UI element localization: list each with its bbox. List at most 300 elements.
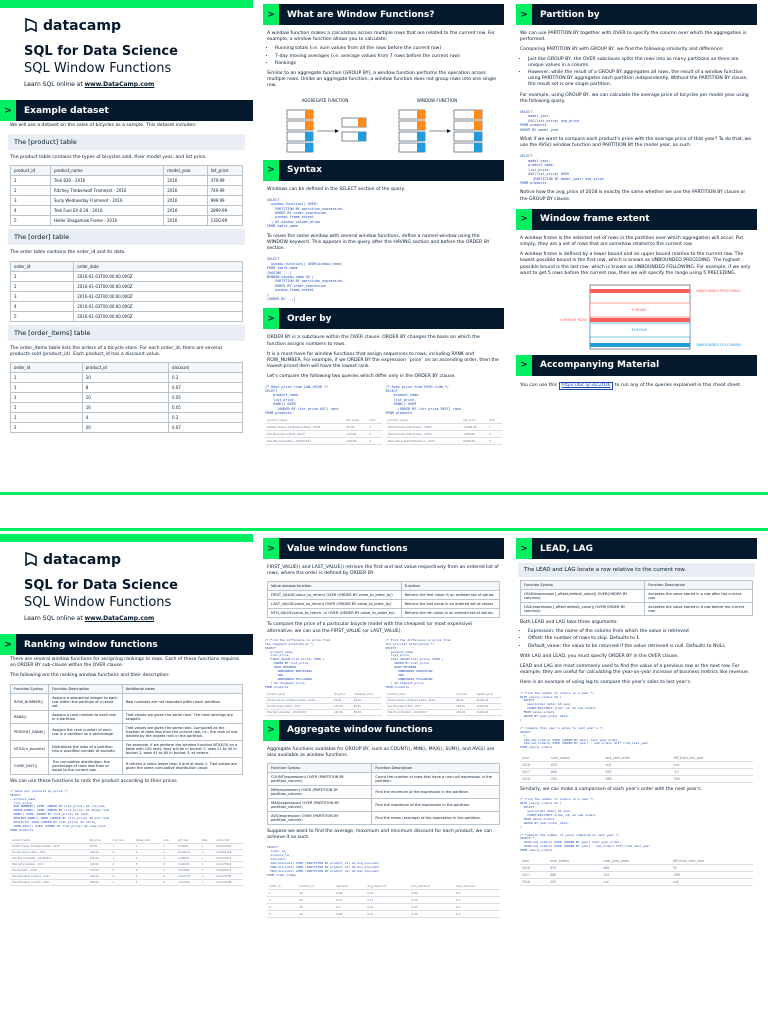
table-header-row <box>268 582 500 591</box>
partition-p1: We can use PARTITION BY together with OVER to specify the column over which the aggregation is performed. <box>520 31 747 43</box>
table-header-cell: year <box>520 858 548 865</box>
table-cell: product_name <box>265 692 332 698</box>
table-cell: 2 <box>161 849 175 855</box>
table-cell: 2017 <box>520 872 548 879</box>
separator-line-bottom <box>0 528 768 531</box>
list-item: • Just like GROUP BY, the OVER subclause splits the rows into as many partitions as there are unique values in a column. <box>528 57 753 69</box>
section-title: Order by <box>287 313 332 324</box>
table-cell: null <box>603 762 671 769</box>
table-cell: 0.003115 <box>176 849 200 855</box>
section-header-value-window <box>263 538 504 559</box>
table-cell: RANK() <box>11 710 49 723</box>
table-cell: 0.2 <box>334 903 365 910</box>
chevron-right-icon: > <box>516 538 532 559</box>
section-header-partition-by <box>516 4 757 25</box>
section-header-window-frame-extent <box>516 209 757 230</box>
hero-learn-line <box>24 615 237 622</box>
section-header-order-by <box>263 308 504 329</box>
list-item: • However, while the result of a GROUP BY aggregates all rows, the result of a window function using PARTITION BY aggregates each partition independently. Without the PARTITION BY clause, the result set is one single partition. <box>528 70 753 89</box>
table-cell: 0.11 <box>365 889 409 896</box>
table-cell: 20 <box>297 889 334 896</box>
table-header-cell: Function Syntax <box>11 684 49 693</box>
table-cell: AVG(expression) OVER (PARTITION BY partition_column) <box>268 812 372 825</box>
table-cell: Trek Fuel EX 8 29 - 2016 <box>50 206 163 216</box>
frame-label-unbounded-following: UNBOUNDED FOLLOWING <box>696 342 742 347</box>
page2-column-3 <box>510 534 763 1024</box>
table-header-cell: num_orders <box>548 858 601 865</box>
table-cell: Trek Silque SLR 8 Women's - 2017 <box>386 438 462 445</box>
section-title: LEAD, LAG <box>540 543 593 554</box>
table-header-row <box>11 166 243 176</box>
table-cell: 635 <box>603 769 671 776</box>
table-cell: 1 <box>11 403 83 413</box>
table-cell: 3 <box>134 855 162 861</box>
table-cell: 89.99 <box>454 697 474 703</box>
table-cell: 109.99 <box>88 849 111 855</box>
table-row <box>268 600 500 609</box>
table-cell: Row numbers are not repeated within each partition. <box>122 693 242 710</box>
section-header-aggregate-window <box>263 720 504 741</box>
table-cell: 7499.99 <box>461 431 487 438</box>
table-cell: Heller Shagamaw Frame - 2016 <box>50 216 163 226</box>
table-cell: 2016 <box>520 762 549 769</box>
table-cell: 2 <box>111 849 134 855</box>
order-table <box>10 261 243 322</box>
table-cell: 11999.99 <box>474 697 502 703</box>
table-row <box>11 383 243 393</box>
list-item: • Offset: the number of rows to skip. Defaults to 1. <box>528 636 753 642</box>
page1-column-1 <box>0 0 253 490</box>
table-row <box>386 709 503 715</box>
frame-label-n-rows: N ROWS <box>632 307 647 312</box>
table-header-cell: discount <box>334 883 365 890</box>
table-header-cell: discount <box>169 363 243 373</box>
table-cell: 1 <box>267 896 297 903</box>
value-result-left <box>265 692 382 716</box>
table-cell: 6 <box>161 879 175 885</box>
table-row <box>267 903 500 910</box>
table-header-cell: order_id <box>11 363 83 373</box>
table-cell: 0.2 <box>169 373 243 383</box>
table-cell: Trek Precaliber 12 Boys - 2017 <box>10 873 88 879</box>
table-header-cell: model_year <box>164 166 207 176</box>
table-row <box>11 311 243 321</box>
table-cell: 4 <box>82 413 168 423</box>
frame-label-unbounded-preceding: UNBOUNDED PRECEDING <box>696 288 741 293</box>
leadlag-p2: With LAG and LEAD, you must specify ORDER BY in the OVER clause. <box>520 653 679 659</box>
accompanying-text <box>510 380 763 392</box>
table-cell: 0.07 <box>334 896 365 903</box>
table-header-cell: Function Syntax <box>268 764 372 773</box>
table-cell: Assigns a sequential integer to each row within the partition of a result set. <box>49 693 123 710</box>
ranking-p3: We can use these functions to rank the product according to their prices. <box>10 778 179 784</box>
aggregate-p1: Aggregate functions available for GROUP BY, such as COUNT(), MIN(), MAX(), SUM(), and AVG() are also available as window functions. <box>267 746 495 758</box>
table-cell: 3 <box>161 861 175 867</box>
table-cell: Trek Girl's Kickster - 2017 <box>10 861 88 867</box>
table-row <box>11 413 243 423</box>
table-header-cell: year <box>520 755 549 762</box>
table-cell: 2016-01-03T00:00:00.000Z <box>74 311 243 321</box>
table-row <box>11 176 243 186</box>
section-title: Aggregate window functions <box>287 725 433 736</box>
table-cell: Distributes the rows of a partition into a specified number of buckets. <box>49 740 123 757</box>
order-items-desc: The order_items table lists the orders of a bicycle store. For each order_id, there are several products sold (product_id). Each product_id has a discount value. <box>10 345 222 357</box>
aggregate-code: SELECT order_id, product_id, discount, AVG(discount) OVER (PARTITION BY product_id) AS avg_discount, MIN(discount) OVER (PARTITION BY product_id) AS min_discount, MAX(discount) OVER (PARTITION BY product_id) AS max_discount FROM order_items <box>267 845 381 877</box>
table-cell: Returns the last value in an ordered set of values <box>401 600 499 609</box>
table-cell: Assigns the rank number of each row in a partition as a percentage. <box>49 723 123 740</box>
hero-subtitle: SQL Window Functions <box>24 61 172 76</box>
table-cell: 1 <box>200 879 214 885</box>
accompanying-suffix: to run any of the queries explained in this cheat sheet. <box>613 382 742 388</box>
chevron-right-icon: > <box>263 538 279 559</box>
table-cell: Trek Domane SLR 9 Disc - 2018 <box>386 424 462 431</box>
chevron-right-icon: > <box>0 100 16 121</box>
table-cell: 2016-01-01T00:00:00.000Z <box>74 281 243 291</box>
table-cell: 189.99 <box>88 873 111 879</box>
table-cell: 292 <box>601 872 670 879</box>
table-cell: 1 <box>200 843 214 849</box>
table-cell: 5 <box>11 216 51 226</box>
table-cell: 89.99 <box>352 697 382 703</box>
list-item: • Expression: the name of the column from which the value is retrieved <box>528 629 753 635</box>
leadlag-p3: LEAD and LAG are most commonly used to find the value of a previous row or the next row. For example, they are useful for calculating the year-on-year increase of business metrics like revenue. <box>520 664 750 676</box>
table-cell: Ritchey Timberwolf Frameset - 2016 <box>50 186 163 196</box>
table-cell: 2018 <box>520 879 548 886</box>
table-cell: Trek 820 - 2016 <box>50 176 163 186</box>
table-cell: 1 <box>111 843 134 849</box>
table-cell: Sun Bicycles Lil Bolt - 2017 <box>10 849 88 855</box>
table-cell: 189.99 <box>88 879 111 885</box>
table-header-cell: order_id <box>11 261 74 271</box>
table-cell: 11999.99 <box>474 703 502 709</box>
table-cell: 0.00000 <box>176 843 200 849</box>
table-row <box>11 403 243 413</box>
table-cell: 109.99 <box>332 703 352 709</box>
table-cell: NTH_VALUE(value_to_return, n) OVER (ORDER BY value_to_order_by) <box>268 609 402 618</box>
table-cell: 0.05 <box>169 393 243 403</box>
table-cell: 6 <box>111 873 134 879</box>
table-cell: 1320.99 <box>207 216 242 226</box>
table-header-cell: product_id <box>297 883 334 890</box>
value-p1: FIRST_VALUE() and LAST_VALUE() retrieve the first and last value respectively from an ordered list of rows, where the order is defined by ORDER BY. <box>267 565 499 577</box>
table-cell: Returns the nth value in an ordered set of values. <box>401 609 499 618</box>
table-row <box>265 438 382 445</box>
list-item: • Rankings <box>275 61 500 67</box>
table-cell: 2016-01-02T00:00:00.000Z <box>74 291 243 301</box>
table-row <box>386 438 503 445</box>
table-cell: 1 <box>367 424 381 431</box>
ranking-result-table <box>10 838 243 886</box>
table-row <box>265 709 382 715</box>
table-cell: 999.99 <box>207 196 242 206</box>
table-cell: LEAD(expression [,offset,default_value]) OVER(ORDER BY columns) <box>521 590 645 603</box>
page2-column-2 <box>257 534 510 1024</box>
table-cell: NTILE(n_buckets) <box>11 740 49 757</box>
leadlag-code-1: /* Find the number of orders in a year */ WITH yearly_orders AS ( SELECT year(order_date) AS year, COUNT(DISTINCT order_id) AS num_orders FROM sales.orders GROUP BY year(order_date) ) /* Compare this year's sales to last year's */ SELECT *, LAG(num_orders) OVER (ORDER BY year) last_year_order, LAG(num_orders) OVER (ORDER BY year) - num_orders diff_from_last_year FROM yearly_orders <box>520 690 649 750</box>
table-cell: LAG(expression [,offset,default_value]) OVER(ORDER BY columns) <box>521 603 645 616</box>
table-cell: 20 <box>297 910 334 917</box>
table-cell: COUNT(expression) OVER (PARTITION BY partition_column) <box>268 773 372 786</box>
partition-code-1: SELECT model_year, AVG(list_price) avg_price FROM products GROUP BY model_year <box>520 110 580 132</box>
syntax-p2: To reuse the same window with several window functions, define a named window using the WINDOW keyword. This appears in the query after the HAVING section and before the ORDER BY section. <box>267 233 490 252</box>
table-cell: 635 <box>549 762 604 769</box>
aggregate-vs-window-diagram <box>267 96 500 156</box>
table-cell: Trek Boy's Kickster - 2015/2017 <box>10 855 88 861</box>
table-row <box>521 603 753 616</box>
table-cell: 2016-01-03T00:00:00.000Z <box>74 301 243 311</box>
table-cell: rank <box>161 838 175 844</box>
table-cell: rank <box>367 417 381 424</box>
table-cell: 292 <box>549 776 604 783</box>
orderby-result-left <box>265 417 382 445</box>
page1-column-2 <box>257 0 510 490</box>
window-label: WINDOW FUNCTION <box>416 97 458 103</box>
table-cell: 688 <box>549 769 604 776</box>
table-cell: Strider Classic 12 Balance Bike - 2018 <box>265 424 344 431</box>
table-cell: Assigns a rank number to each row in a partition. <box>49 710 123 723</box>
partition-bullets <box>510 56 763 91</box>
table-cell: 20 <box>297 903 334 910</box>
table-cell: 6499.99 <box>461 438 487 445</box>
table-row <box>11 393 243 403</box>
table-cell: Find the mean (average) of the expression in the partition. <box>372 812 500 825</box>
table-cell: 2016 <box>164 186 207 196</box>
value-code-left: /* Find the difference in price from the cheapest alternative */ SELECT product_name, list_price, FIRST_VALUE(list_price) OVER ( ORDER BY list_price ROWS BETWEEN UNBOUNDED PRECEDING AND UNBOUNDED FOLLOWING ) AS cheapest_price, FROM products <box>265 637 331 689</box>
orderby-code-right: /* Rank price from HIGH->LOW */ SELECT product_name, list_price, RANK() OVER (ORDER BY list_price DESC) rank FROM products <box>385 384 462 415</box>
table-cell: 0.02173913 <box>214 861 243 867</box>
table-cell: 89.99 <box>88 843 111 849</box>
table-header-cell: Function Description <box>645 581 753 590</box>
chevron-right-icon: > <box>0 634 16 655</box>
table-cell: 1 <box>267 889 297 896</box>
table-cell: It returns a value larger than 0 and at most 1. Tied values are given the same cumulative distribution value. <box>122 757 242 774</box>
table-cell: null <box>671 879 753 886</box>
table-row <box>11 740 243 757</box>
table-cell: 0.02173913 <box>214 855 243 861</box>
table-cell: Strider Classic 12 Balance Bike - 2018 <box>265 697 332 703</box>
table-row <box>268 812 500 825</box>
orderby-p1: ORDER BY is a subclause within the OVER clause. ORDER BY changes the basis on which the function assigns numbers to rows. <box>267 335 480 347</box>
datacamp-link[interactable]: www.DataCamp.com <box>84 615 155 622</box>
table-cell: 2 <box>267 903 297 910</box>
table-cell: MAX(expression) OVER (PARTITION BY partition_column) <box>268 799 372 812</box>
table-cell: 89.99 <box>352 709 382 715</box>
table-cell: 0.03726708 <box>214 879 243 885</box>
table-row <box>386 424 503 431</box>
table-cell: 2017 <box>520 769 549 776</box>
table-row <box>11 757 243 774</box>
chevron-right-icon: > <box>516 209 532 230</box>
table-header-cell: min_discount <box>410 883 454 890</box>
table-cell: list_price <box>332 692 352 698</box>
table-cell: null <box>601 879 670 886</box>
table-cell: 5 <box>11 311 74 321</box>
table-cell: 89.99 <box>344 424 367 431</box>
table-cell: 292 <box>548 879 601 886</box>
table-cell: 0.00310559 <box>214 843 243 849</box>
table-cell: Trek Domane SLR 8 Disc - 2018 <box>386 431 462 438</box>
section-title: Value window functions <box>287 543 408 554</box>
table-cell: 5 <box>134 879 162 885</box>
table-cell: -396 <box>671 872 753 879</box>
table-row <box>520 879 753 886</box>
table-cell: product_name <box>10 838 88 844</box>
hero-banner <box>0 0 253 100</box>
syntax-code-1: SELECT window_function() OVER( PARTITION BY partition_expression ORDER BY order_expression window_frame_extent ) AS window_column_alias FROM table_name <box>267 197 343 229</box>
table-cell: Tied values are given the same rank. The next rankings are skipped. <box>122 710 242 723</box>
table-cell: 2016 <box>164 206 207 216</box>
table-cell: Strider Classic 12 Balance Bike - 2018 <box>10 843 88 849</box>
order-items-subhead: The [order_items] table <box>8 325 245 341</box>
table-cell: cume_dist <box>214 838 243 844</box>
accompanying-prefix: You can use this <box>520 382 559 388</box>
table-cell: dense_rank <box>134 838 162 844</box>
table-header-cell: Additional notes <box>122 684 242 693</box>
table-cell: 2016-01-01T00:00:00.000Z <box>74 271 243 281</box>
table-cell: Accesses the value stored in a row before the current row. <box>645 603 753 616</box>
table-header-cell: diff_from_next_year <box>671 858 753 865</box>
table-cell: list_price <box>344 417 367 424</box>
syntax-p1: Windows can be defined in the SELECT section of the query. <box>267 186 405 192</box>
orderby-code-pair <box>257 383 510 418</box>
table-row <box>520 872 753 879</box>
table-row <box>520 865 753 872</box>
partition-p2: Comparing PARTITION BY with GROUP BY, we find the following similarity and difference: <box>520 47 724 53</box>
table-header-cell: last_year_order <box>603 755 671 762</box>
aggregate-functions-table <box>267 763 500 825</box>
table-cell: 2 <box>487 431 502 438</box>
order-items-table <box>10 362 243 433</box>
table-cell: Sun Bicycles Lil Bolt - 2017 <box>265 703 332 709</box>
ranking-p1: There are several window functions for assigning rankings to rows. Each of these functions requires an ORDER BY sub-clause within the OVER clause. <box>10 657 240 669</box>
table-header-cell: Function <box>401 582 499 591</box>
table-cell: 688 <box>601 865 670 872</box>
hero-title: SQL for Data Science <box>24 44 178 59</box>
leadlag-p5: Similarly, we can make a comparison of each year's order with the next year's. <box>520 787 702 793</box>
table-cell: Count the number of rows that have a non-null expression in the partition. <box>372 773 500 786</box>
table-cell: 0.006231 <box>176 855 200 861</box>
table-row <box>10 879 243 885</box>
table-row <box>11 206 243 216</box>
table-cell: Strider Classic 12 Balance Bike - 2018 <box>386 697 455 703</box>
leadlag-bullets <box>510 628 763 652</box>
table-row <box>11 723 243 740</box>
datacamp-logo <box>24 18 237 34</box>
table-cell: list_price <box>461 417 487 424</box>
table-cell: 1 <box>161 843 175 849</box>
table-header-cell: product_id <box>82 363 168 373</box>
table-header-cell: max_discount <box>454 883 500 890</box>
lead-result-table <box>520 858 753 886</box>
table-header-cell: avg_discount <box>365 883 409 890</box>
table-cell: 0.2 <box>454 889 500 896</box>
table-cell: 4 <box>111 861 134 867</box>
table-cell: 3 <box>111 855 134 861</box>
table-cell: LAST_VALUE(value_to_return) OVER (ORDER BY value_to_order_by) <box>268 600 402 609</box>
aggregate-p2: Suppose we want to find the average, maximum and minimum discount for each product, we can achieve it as such. <box>267 829 493 841</box>
table-cell: 5 <box>111 867 134 873</box>
table-row <box>268 773 500 786</box>
accompanying-link[interactable]: https://bit.ly/3scZtOK <box>559 382 614 390</box>
table-row <box>267 910 500 917</box>
table-cell: 10 <box>82 393 168 403</box>
table-row <box>11 281 243 291</box>
table-cell: 5 <box>134 873 162 879</box>
order-table-desc: The order table contains the order_id and its date. <box>10 250 126 256</box>
table-cell: 1 <box>11 383 83 393</box>
table-cell: 0.05 <box>334 889 365 896</box>
table-row <box>268 591 500 600</box>
table-cell: 149.99 <box>332 709 352 715</box>
table-cell: 159.99 <box>88 867 111 873</box>
table-row <box>268 609 500 618</box>
table-cell: 1 <box>11 271 74 281</box>
table-header-cell: num_orders <box>549 755 604 762</box>
lag-result-table <box>520 755 753 783</box>
hero-subtitle: SQL Window Functions <box>24 595 172 610</box>
syntax-code-2: SELECT window_function() OVER(window_name) FROM table_name [HAVING ...] WINDOW window_name AS ( PARTITION BY partition_expression ORDER BY order_expression window_frame_extent ) [ORDER BY ...] <box>267 257 343 301</box>
partition-p5: Notice how the avg_price of 2018 is exactly the same whether we use the PARTITION BY clause or the GROUP BY clause. <box>520 190 746 202</box>
datacamp-link[interactable]: www.DataCamp.com <box>84 81 155 88</box>
table-cell: 89.99 <box>352 703 382 709</box>
table-cell: row_num <box>111 838 134 844</box>
table-cell: 4 <box>11 206 51 216</box>
table-cell: Accesses the value stored in a row after the current row. <box>645 590 753 603</box>
leadlag-intro: The LEAD and LAG locate a row relative to the current row. <box>518 563 755 577</box>
section-title: Partition by <box>540 9 600 20</box>
table-cell: 688 <box>603 776 671 783</box>
page1-column-3 <box>510 0 763 490</box>
page-separator <box>0 490 768 534</box>
table-row <box>268 799 500 812</box>
table-cell: 0.07 <box>169 383 243 393</box>
table-cell: 2 <box>11 186 51 196</box>
table-row <box>11 710 243 723</box>
table-header-row <box>521 581 753 590</box>
table-cell: 2018 <box>520 776 549 783</box>
logo-text: datacamp <box>43 18 121 34</box>
table-header-cell: Function Description <box>49 684 123 693</box>
table-row <box>520 762 753 769</box>
table-cell: 2016 <box>164 216 207 226</box>
table-header-cell: Value window function <box>268 582 402 591</box>
table-cell: 2 <box>11 423 83 433</box>
table-cell: product_name <box>386 417 462 424</box>
table-cell: The cumulative distribution: the percentage of rows less than or equal to the current row. <box>49 757 123 774</box>
table-cell: 0.015576 <box>176 879 200 885</box>
table-header-cell: next_year_order <box>601 858 670 865</box>
table-cell: 7 <box>111 879 134 885</box>
table-cell: highest_price <box>474 692 502 698</box>
table-cell: FIRST_VALUE(value_to_return) OVER (ORDER BY value_to_order_by) <box>268 591 402 600</box>
ranking-functions-table <box>10 684 243 775</box>
chevron-right-icon: > <box>263 160 279 181</box>
table-cell: 635 <box>548 865 601 872</box>
ranking-p2: The following are the ranking window functions and their description: <box>10 673 170 679</box>
table-cell: 1 <box>487 424 502 431</box>
table-cell: 16 <box>82 403 168 413</box>
table-cell: 0.05 <box>410 896 454 903</box>
leadlag-functions-table <box>520 580 753 616</box>
table-cell: 0.03726708 <box>214 873 243 879</box>
table-cell: Trek Boy's Kickster - 2015/2017 <box>386 709 455 715</box>
table-cell: 0.05 <box>334 910 365 917</box>
table-row <box>268 786 500 799</box>
table-cell: 0.2 <box>454 910 500 917</box>
table-cell: 0.006231 <box>176 861 200 867</box>
table-row <box>265 431 382 438</box>
table-cell: 1 <box>200 849 214 855</box>
